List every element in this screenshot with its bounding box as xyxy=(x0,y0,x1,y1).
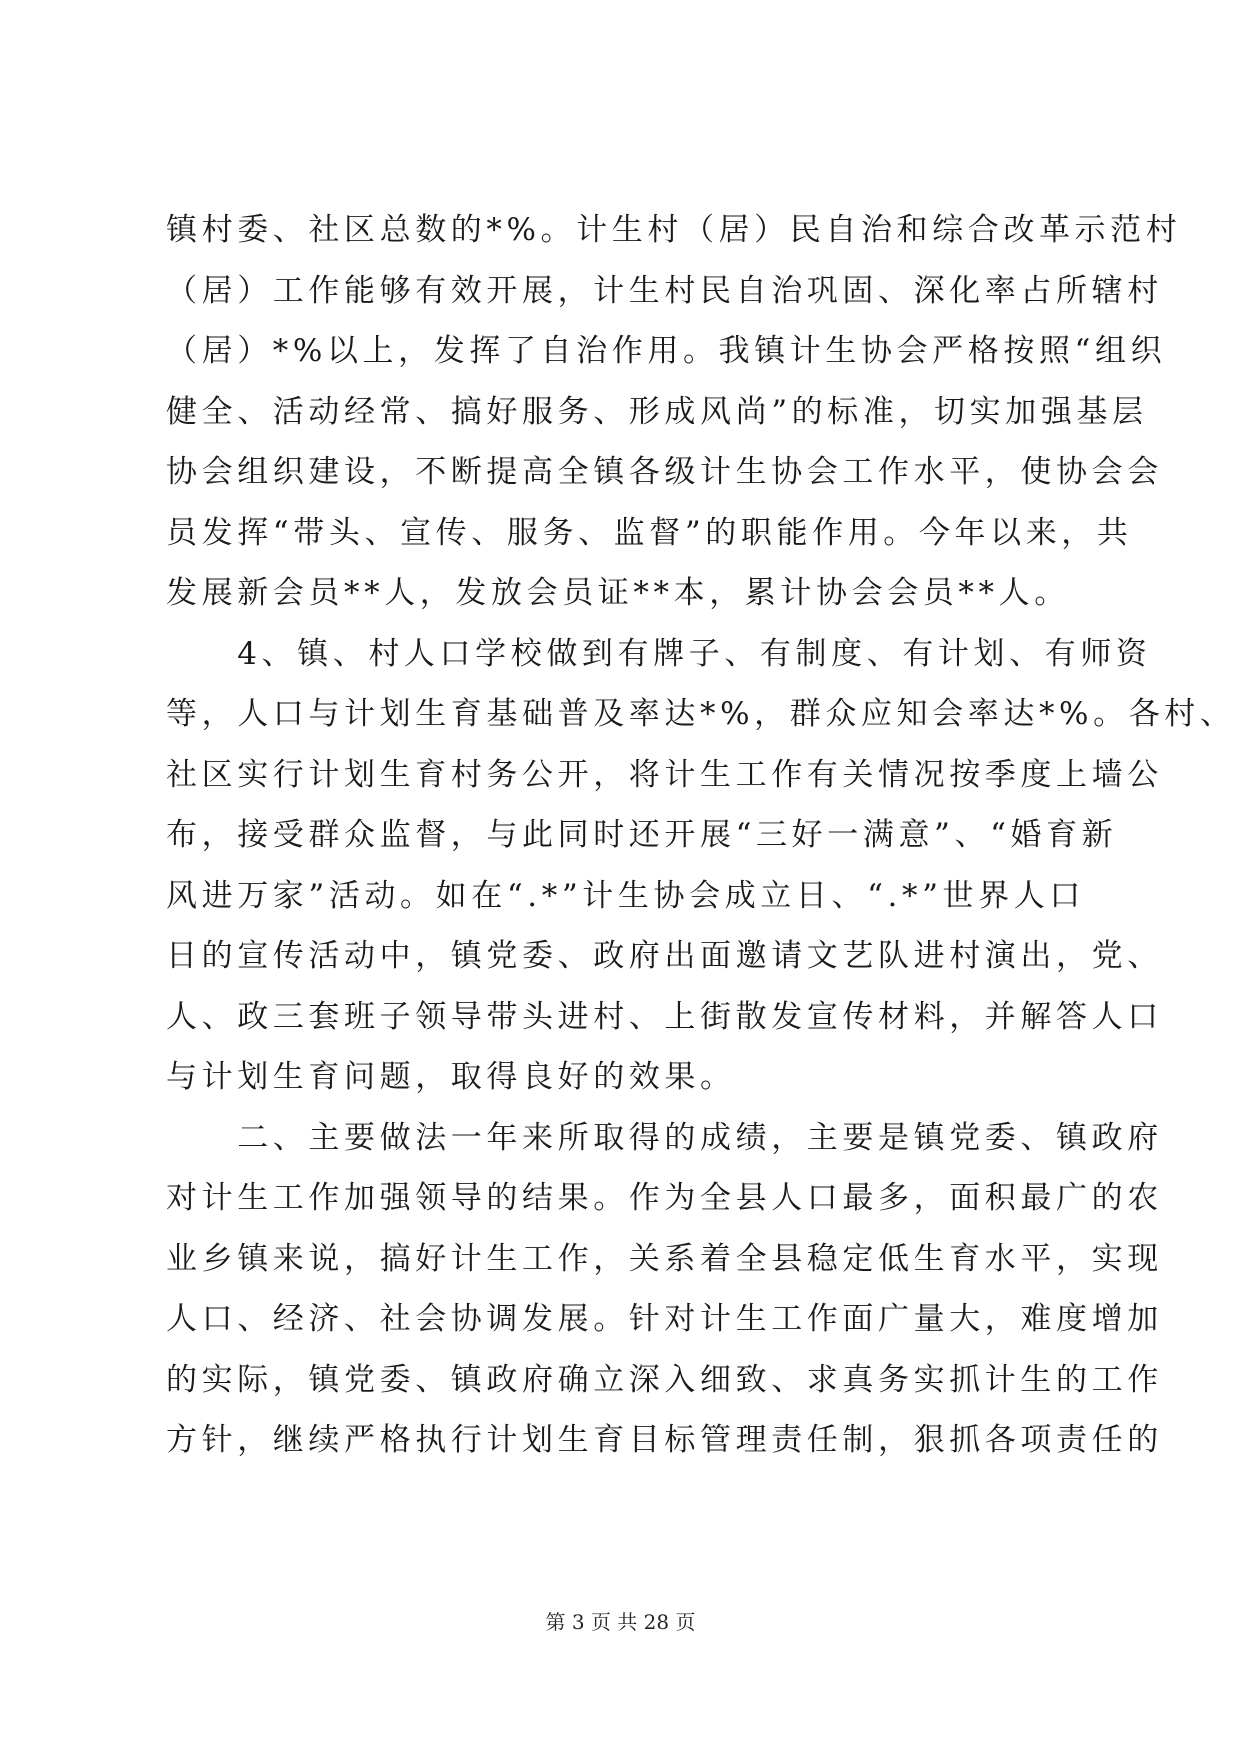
text-line: 对计生工作加强领导的结果。作为全县人口最多，面积最广的农 xyxy=(166,1180,1163,1216)
text-line: 日的宣传活动中，镇党委、政府出面邀请文艺队进村演出，党、 xyxy=(166,938,1163,974)
text-line: 人、政三套班子领导带头进村、上街散发宣传材料，并解答人口 xyxy=(166,998,1163,1035)
document-body xyxy=(166,200,1236,1471)
text-line: 业乡镇来说，搞好计生工作，关系着全县稳定低生育水平，实现 xyxy=(166,1240,1163,1277)
text-line: 4、镇、村人口学校做到有牌子、有制度、有计划、有师资 xyxy=(166,635,1152,672)
text-line: 健全、活动经常、搞好服务、形成风尚”的标准，切实加强基层 xyxy=(166,393,1148,430)
text-line: 方针，继续严格执行计划生育目标管理责任制，狠抓各项责任的 xyxy=(166,1422,1163,1458)
text-line: 员发挥“带头、宣传、服务、监督”的职能作用。今年以来，共 xyxy=(166,514,1133,551)
text-line: 风进万家”活动。如在“.*”计生协会成立日、“.*”世界人口 xyxy=(166,877,1085,914)
text-line: 等，人口与计划生育基础普及率达*%，群众应知会率达*%。各村、 xyxy=(166,696,1236,732)
text-line: 镇村委、社区总数的*%。计生村（居）民自治和综合改革示范村 xyxy=(166,212,1182,248)
text-line: （居）*%以上，发挥了自治作用。我镇计生协会严格按照“组织 xyxy=(166,333,1167,369)
text-line: （居）工作能够有效开展，计生村民自治巩固、深化率占所辖村 xyxy=(166,272,1163,309)
text-line: 协会组织建设，不断提高全镇各级计生协会工作水平，使协会会 xyxy=(166,454,1163,490)
text-line: 的实际，镇党委、镇政府确立深入细致、求真务实抓计生的工作 xyxy=(166,1361,1163,1398)
text-line: 二、主要做法一年来所取得的成绩，主要是镇党委、镇政府 xyxy=(166,1119,1163,1156)
text-line: 人口、经济、社会协调发展。针对计生工作面广量大，难度增加 xyxy=(166,1301,1163,1337)
text-line: 社区实行计划生育村务公开，将计生工作有关情况按季度上墙公 xyxy=(166,756,1163,793)
text-line: 与计划生育问题，取得良好的效果。 xyxy=(166,1059,736,1095)
text-line: 发展新会员**人，发放会员证**本，累计协会会员**人。 xyxy=(166,575,1070,611)
text-line: 布，接受群众监督，与此同时还开展“三好一满意”、“婚育新 xyxy=(166,817,1118,853)
page-number-footer: 第 3 页 共 28 页 xyxy=(545,1610,696,1634)
